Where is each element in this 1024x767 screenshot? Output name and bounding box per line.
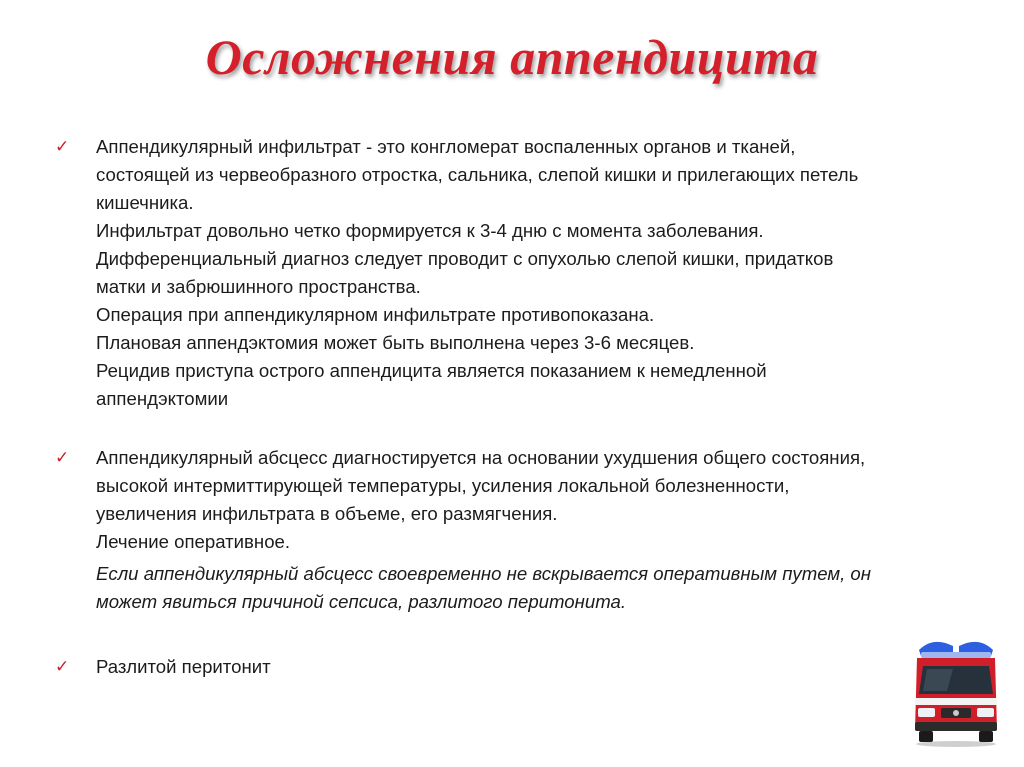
text-line: Аппендикулярный абсцесс диагностируется на основании ухудшения общего состояния, — [96, 447, 866, 468]
text-line: Рецидив приступа острого аппендицита является показанием к немедленной — [96, 360, 767, 381]
check-icon: ✓ — [55, 137, 70, 156]
bullet-infiltrate — [96, 133, 976, 413]
ambulance-icon — [913, 636, 999, 748]
text-line: Разлитой перитонит — [96, 656, 271, 677]
check-icon: ✓ — [55, 448, 70, 467]
italic-note — [96, 560, 976, 616]
text-line: Плановая аппендэктомия может быть выполнена через 3-6 месяцев. — [96, 332, 695, 353]
text-line: Если аппендикулярный абсцесс своевременно не вскрывается оперативным путем, он — [96, 563, 871, 584]
text-line: Лечение оперативное. — [96, 531, 291, 552]
text-line: аппендэктомии — [96, 388, 229, 409]
text-line: Дифференциальный диагноз следует проводит с опухолью слепой кишки, придатков — [96, 248, 834, 269]
check-icon: ✓ — [55, 657, 70, 676]
text-line: Операция при аппендикулярном инфильтрате противопоказана. — [96, 304, 655, 325]
bullet-abscess — [96, 444, 976, 556]
text-line: увеличения инфильтрата в объеме, его размягчения. — [96, 503, 558, 524]
text-line: может явиться причиной сепсиса, разлитого перитонита. — [96, 591, 626, 612]
text-line: Аппендикулярный инфильтрат - это конгломерат воспаленных органов и тканей, — [96, 136, 796, 157]
slide-title: Осложнения аппендицита — [205, 29, 819, 85]
text-line: кишечника. — [96, 192, 194, 213]
bullet-peritonitis — [96, 653, 976, 681]
text-line: Инфильтрат довольно четко формируется к 3-4 дню с момента заболевания. — [96, 220, 764, 241]
text-line: матки и забрюшинного пространства. — [96, 276, 421, 297]
text-line: высокой интермиттирующей температуры, усиления локальной болезненности, — [96, 475, 790, 496]
text-line: состоящей из червеобразного отростка, сальника, слепой кишки и прилегающих петель — [96, 164, 859, 185]
